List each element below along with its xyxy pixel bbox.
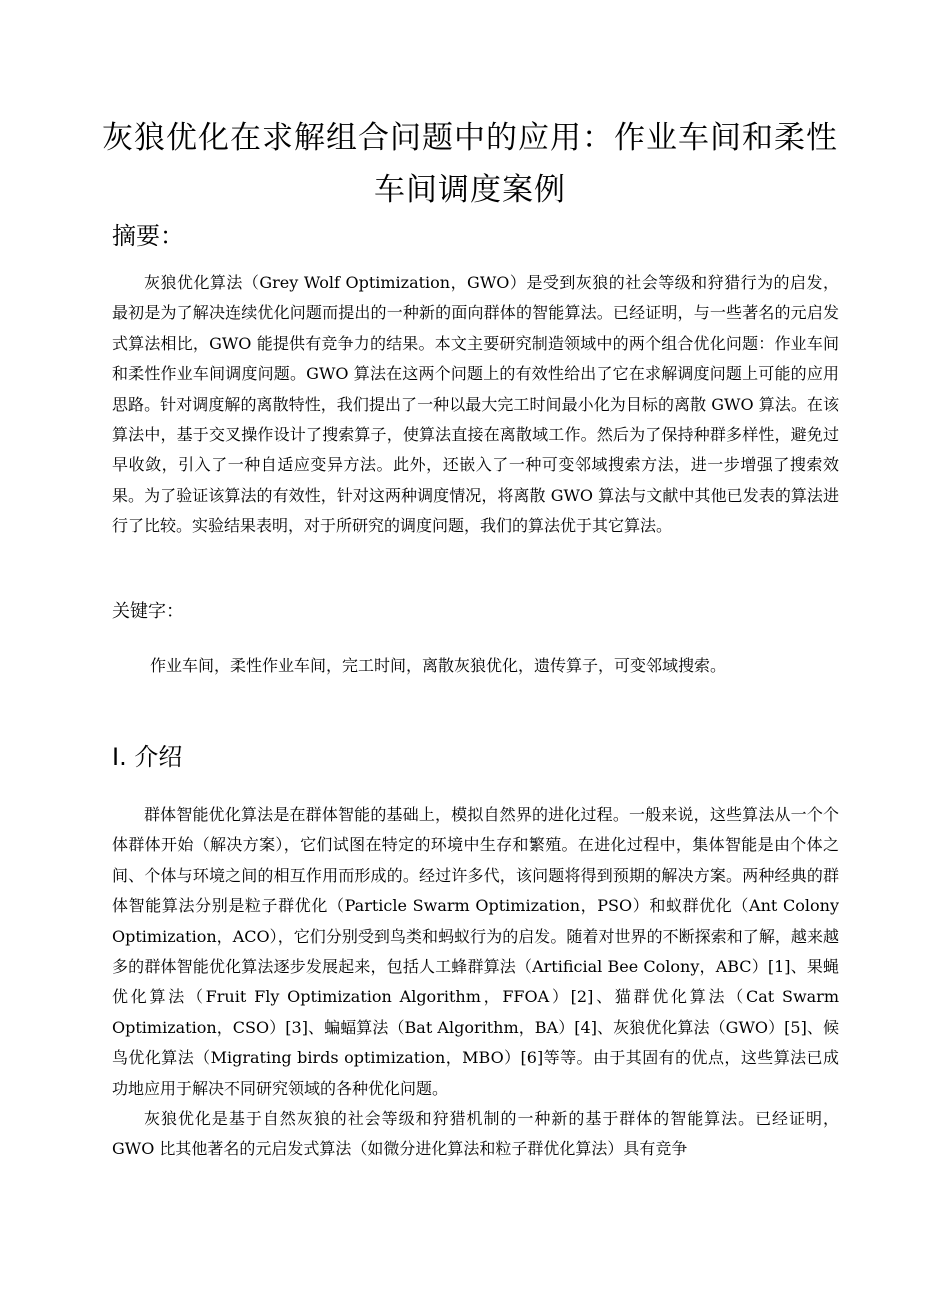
abstract-heading: 摘要： — [112, 222, 184, 250]
section-heading-introduction: Ⅰ. 介绍 — [112, 743, 183, 771]
keywords-text: 作业车间，柔性作业车间，完工时间，离散灰狼优化，遗传算子，可变邻域搜索。 — [150, 656, 727, 675]
introduction-paragraph-1: 群体智能优化算法是在群体智能的基础上，模拟自然界的进化过程。一般来说，这些算法从一个个体群体开始（解决方案），它们试图在特定的环境中生存和繁殖。在进化过程中，集体智能是由个体之间、个体与环境之间的相互作用而形成的。经过许多代，该问题将得到预期的解决方案。两种经典的群体智能算法分别是粒子群优化（Particle Swarm Optimization，PSO）和蚁群优化（Ant Colony Optimization，ACO），它们分别受到鸟类和蚂蚁行为的启发。随着对世界的不断探索和了解，越来越多的群体智能优化算法逐步发展起来，包括人工蜂群算法（Artificial Bee Colony，ABC）[1]、果蝇优化算法（Fruit Fly Optimization Algorithm，FFOA）[2]、猫群优化算法（Cat Swarm Optimization，CSO）[3]、蝙蝠算法（Bat Algorithm，BA）[4]、灰狼优化算法（GWO）[5]、候鸟优化算法（Migrating birds optimization，MBO）[6]等等。由于其固有的优点，这些算法已成功地应用于解决不同研究领域的各种优化问题。 — [112, 805, 839, 1098]
paper-title: 灰狼优化在求解组合问题中的应用：作业车间和柔性车间调度案例 — [102, 120, 838, 208]
keywords-heading: 关键字： — [112, 601, 184, 622]
introduction-paragraph-2: 灰狼优化是基于自然灰狼的社会等级和狩猎机制的一种新的基于群体的智能算法。已经证明，GWO 比其他著名的元启发式算法（如微分进化算法和粒子群优化算法）具有竞争 — [112, 1109, 839, 1159]
introduction-body — [112, 800, 839, 1165]
abstract-paragraph: 灰狼优化算法（Grey Wolf Optimization，GWO）是受到灰狼的社会等级和狩猎行为的启发，最初是为了解决连续优化问题而提出的一种新的面向群体的智能算法。已经证明，与一些著名的元启发式算法相比，GWO 能提供有竞争力的结果。本文主要研究制造领域中的两个组合优化问题：作业车间和柔性作业车间调度问题。GWO 算法在这两个问题上的有效性给出了它在求解调度问题上可能的应用思路。针对调度解的离散特性，我们提出了一种以最大完工时间最小化为目标的离散 GWO 算法。在该算法中，基于交叉操作设计了搜索算子，使算法直接在离散域工作。然后为了保持种群多样性，避免过早收敛，引入了一种自适应变异方法。此外，还嵌入了一种可变邻域搜索方法，进一步增强了搜索效果。为了验证该算法的有效性，针对这两种调度情况，将离散 GWO 算法与文献中其他已发表的算法进行了比较。实验结果表明，对于所研究的调度问题，我们的算法优于其它算法。 — [112, 273, 839, 536]
